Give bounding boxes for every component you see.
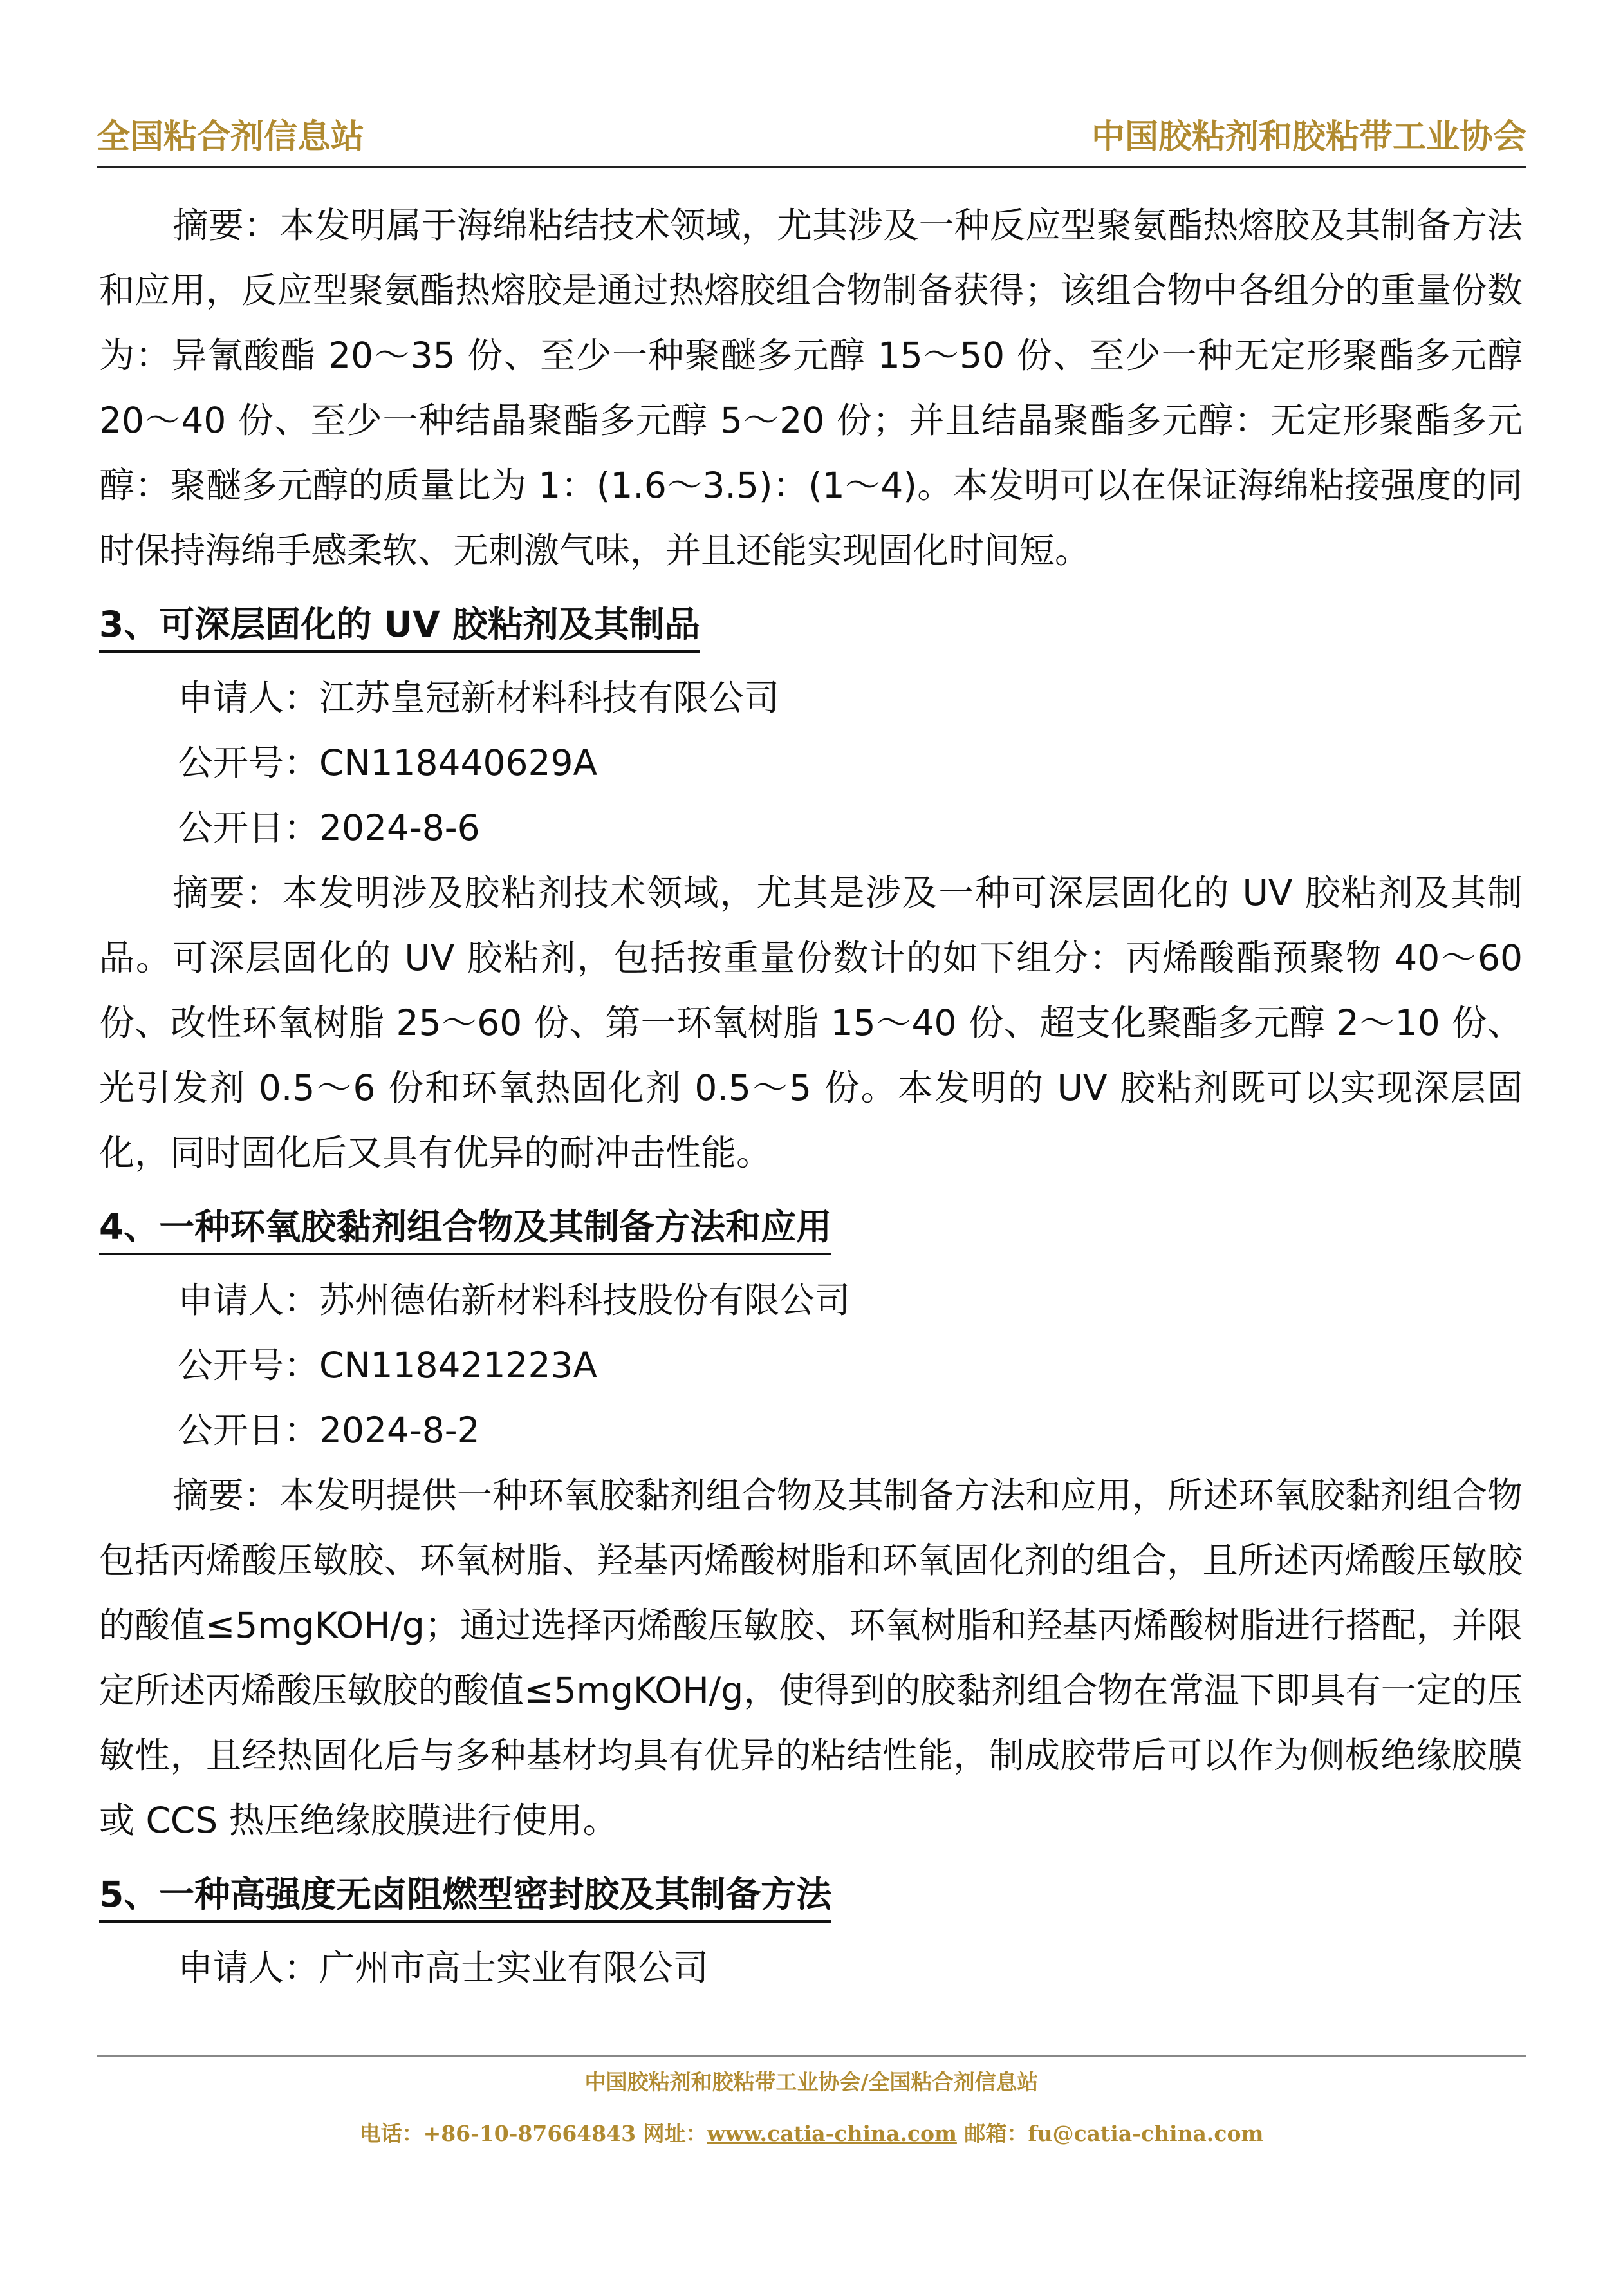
footer-contact xyxy=(0,2118,1623,2150)
page-header xyxy=(97,115,1526,166)
section-4-abstract: 摘要：本发明提供一种环氧胶黏剂组合物及其制备方法和应用，所述环氧胶黏剂组合物包括丙烯酸压敏胶、环氧树脂、羟基丙烯酸树脂和环氧固化剂的组合，且所述丙烯酸压敏胶的酸值≤5mgKOH/g；通过选择丙烯酸压敏胶、环氧树脂和羟基丙烯酸树脂进行搭配，并限定所述丙烯酸压敏胶的酸值≤5mgKOH/g，使得到的胶黏剂组合物在常温下即具有一定的压敏性，且经热固化后与多种基材均具有优异的粘结性能，制成胶带后可以作为侧板绝缘胶膜或 CCS 热压绝缘胶膜进行使用。 xyxy=(99,1475,1523,1841)
section-4-pub-date: 公开日：2024-8-2 xyxy=(178,1410,480,1451)
footer-divider xyxy=(97,2055,1526,2057)
page-content xyxy=(99,193,1523,2001)
footer-website-label: 网址： xyxy=(643,2121,707,2146)
section-3 xyxy=(99,583,1523,1186)
section-5-applicant: 申请人：广州市高士实业有限公司 xyxy=(178,1947,709,1988)
section-3-abstract: 摘要：本发明涉及胶粘剂技术领域，尤其是涉及一种可深层固化的 UV 胶粘剂及其制品。可深层固化的 UV 胶粘剂，包括按重量份数计的如下组分：丙烯酸酯预聚物 40～60 份、改性环氧树脂 25～60 份、第一环氧树脂 15～40 份、超支化聚酯多元醇 2～10 份、光引发剂 0.5～6 份和环氧热固化剂 0.5～5 份。本发明的 UV 胶粘剂既可以实现深层固化，同时固化后又具有优异的耐冲击性能。 xyxy=(99,872,1523,1173)
footer-website-link[interactable]: www.catia-china.com xyxy=(707,2121,957,2146)
header-divider xyxy=(97,166,1526,168)
header-left-title: 全国粘合剂信息站 xyxy=(97,117,365,156)
section-3-title: 3、可深层固化的 UV 胶粘剂及其制品 xyxy=(99,599,700,653)
section-4-pub-no: 公开号：CN118421223A xyxy=(178,1345,598,1386)
header-right-title: 中国胶粘剂和胶粘带工业协会 xyxy=(1091,117,1526,156)
footer-phone: 电话：+86-10-87664843 xyxy=(359,2121,636,2146)
section-4 xyxy=(99,1186,1523,1853)
footer-organization: 中国胶粘剂和胶粘带工业协会/全国粘合剂信息站 xyxy=(584,2069,1039,2095)
section-3-applicant: 申请人：江苏皇冠新材料科技有限公司 xyxy=(178,677,780,718)
section-4-applicant: 申请人：苏州德佑新材料科技股份有限公司 xyxy=(178,1280,851,1321)
footer-email: 邮箱：fu@catia-china.com xyxy=(964,2121,1264,2146)
section-4-title: 4、一种环氧胶黏剂组合物及其制备方法和应用 xyxy=(99,1201,831,1255)
intro-abstract: 摘要：本发明属于海绵粘结技术领域，尤其涉及一种反应型聚氨酯热熔胶及其制备方法和应用，反应型聚氨酯热熔胶是通过热熔胶组合物制备获得；该组合物中各组分的重量份数为：异氰酸酯 20～35 份、至少一种聚醚多元醇 15～50 份、至少一种无定形聚酯多元醇 20～40 份、至少一种结晶聚酯多元醇 5～20 份；并且结晶聚酯多元醇：无定形聚酯多元醇：聚醚多元醇的质量比为 1：(1.6～3.5)：(1～4)。本发明可以在保证海绵粘接强度的同时保持海绵手感柔软、无刺激气味，并且还能实现固化时间短。 xyxy=(99,205,1523,571)
section-3-pub-date: 公开日：2024-8-6 xyxy=(178,807,480,848)
section-5 xyxy=(99,1853,1523,2001)
section-5-title: 5、一种高强度无卤阻燃型密封胶及其制备方法 xyxy=(99,1869,831,1923)
section-3-pub-no: 公开号：CN118440629A xyxy=(178,742,598,783)
